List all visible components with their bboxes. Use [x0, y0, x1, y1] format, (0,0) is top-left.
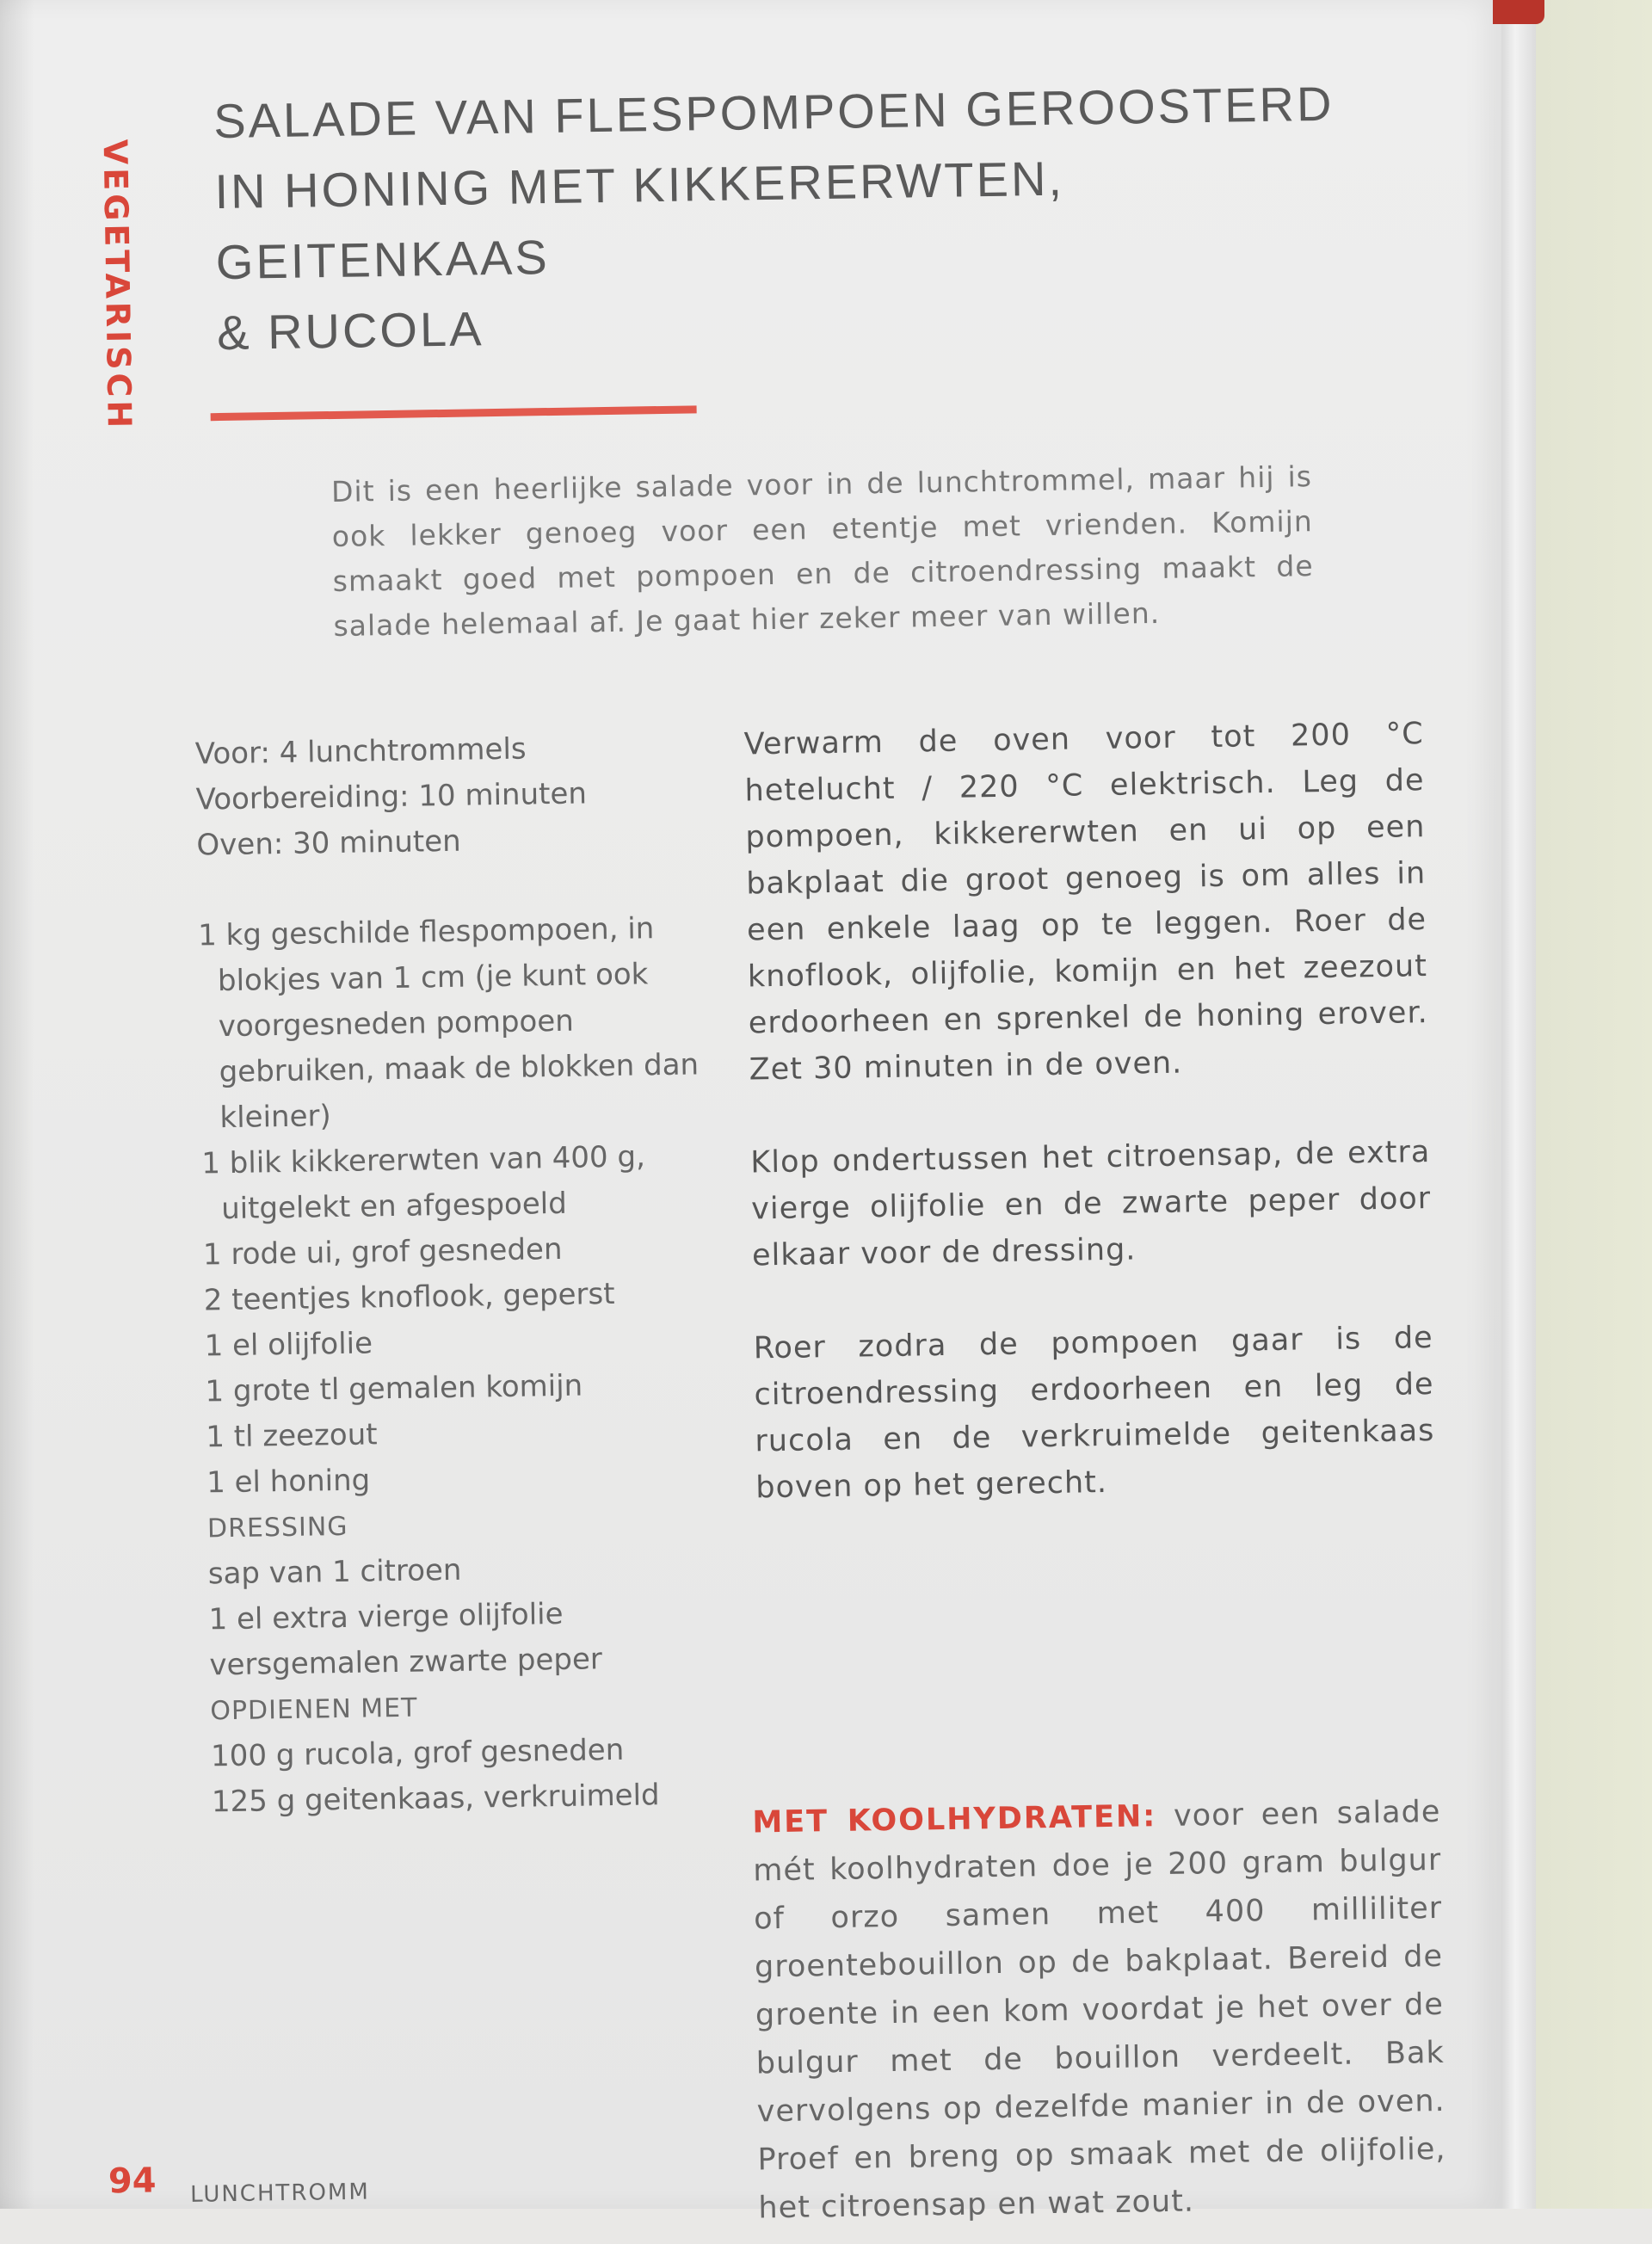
ingredient-item: 1 el honing: [206, 1463, 371, 1501]
background-surface: [1536, 0, 1652, 2209]
ingredients-column: [194, 724, 745, 1826]
category-label: VEGETARISCH: [96, 139, 139, 432]
tip-text: voor een salade mét koolhydraten doe je 200 gram bulgur of orzo samen met 400 milliliter groentebouillon op de bakplaat. Bereid de groente in een kom voordat je het over de bulgur met de bouillon verdeelt. Bak vervolgens op dezelfde manier in de oven. Proef en breng op smaak met de olijfolie, het citroensap en wat zout.: [752, 1794, 1446, 2226]
ingredient-item: versgemalen zwarte peper: [209, 1642, 603, 1683]
dressing-heading: DRESSING: [206, 1511, 348, 1544]
ingredient-list: [198, 905, 741, 1507]
running-head: LUNCHTROMM: [189, 2179, 371, 2208]
ingredient-item: 1 rode ui, grof gesneden: [202, 1231, 563, 1273]
method-step: Verwarm de oven voor tot 200 °C hetelucht / 220 °C elektrisch. Leg de pompoen, kikkererwten en ui op een bakplaat die groot genoeg is om alles in een enkele laag op te leggen. Roer de knoflook, olijfolie, komijn en het zeezout erdoorheen en sprenkel de honing erover. Zet 30 minuten in de oven.: [743, 717, 1429, 1088]
title-line: SALADE VAN FLESPOMPOEN GEROOSTERD: [213, 76, 1335, 149]
tip-label: MET KOOLHYDRATEN:: [752, 1799, 1157, 1840]
title-underline: [211, 405, 697, 421]
ingredient-item: sap van 1 citroen: [207, 1552, 462, 1592]
ingredient-item: 1 blik kikkererwten van 400 g, uitgelekt en afgespoeld: [200, 1139, 646, 1227]
prep-time: Voorbereiding: 10 minuten: [195, 776, 588, 817]
ingredient-item: 1 kg geschilde flespompoen, in blokjes van 1 cm (je kunt ook voorgesneden pompoen gebruiken, maak de blokken dan kleiner): [197, 911, 700, 1136]
method-step: Klop ondertussen het citroensap, de extra vierge olijfolie en de zwarte peper door elkaar voor de dressing.: [750, 1135, 1432, 1273]
ingredient-item: 1 grote tl gemalen komijn: [205, 1368, 583, 1409]
book-cover-corner: [1493, 0, 1544, 24]
ingredient-item: 100 g rucola, grof gesneden: [210, 1732, 625, 1774]
recipe-meta: [194, 724, 730, 869]
serve-list: [210, 1680, 745, 1826]
ingredient-item: 1 el extra vierge olijfolie: [208, 1596, 564, 1637]
carb-tip: [752, 1788, 1447, 2233]
ingredient-item: 2 teentjes knoflook, geperst: [203, 1276, 615, 1318]
servings: Voor: 4 lunchtrommels: [194, 731, 527, 772]
intro-paragraph: Dit is een heerlijke salade voor in de lunchtrommel, maar hij is ook lekker genoeg voor een etentje met vrienden. Komijn smaakt goed met pompoen en de citroendressing maakt de salade helemaal af. Je gaat hier zeker meer van willen.: [330, 459, 1314, 643]
ingredient-item: 125 g geitenkaas, verkruimeld: [211, 1778, 660, 1820]
recipe-title: [213, 68, 1362, 368]
serve-heading: OPDIENEN MET: [210, 1692, 418, 1727]
page-number: 94: [108, 2161, 157, 2202]
title-line: & RUCOLA: [216, 301, 484, 361]
oven-time: Oven: 30 minuten: [196, 823, 461, 863]
ingredient-item: 1 el olijfolie: [204, 1326, 373, 1364]
title-line: IN HONING MET KIKKERERWTEN, GEITENKAAS: [214, 151, 1065, 290]
method-step: Roer zodra de pompoen gaar is de citroendressing erdoorheen en leg de rucola en de verkruimelde geitenkaas boven op het gerecht.: [753, 1321, 1435, 1506]
method-column: [743, 711, 1436, 1557]
ingredient-item: 1 tl zeezout: [205, 1417, 378, 1455]
dressing-list: [207, 1498, 743, 1689]
